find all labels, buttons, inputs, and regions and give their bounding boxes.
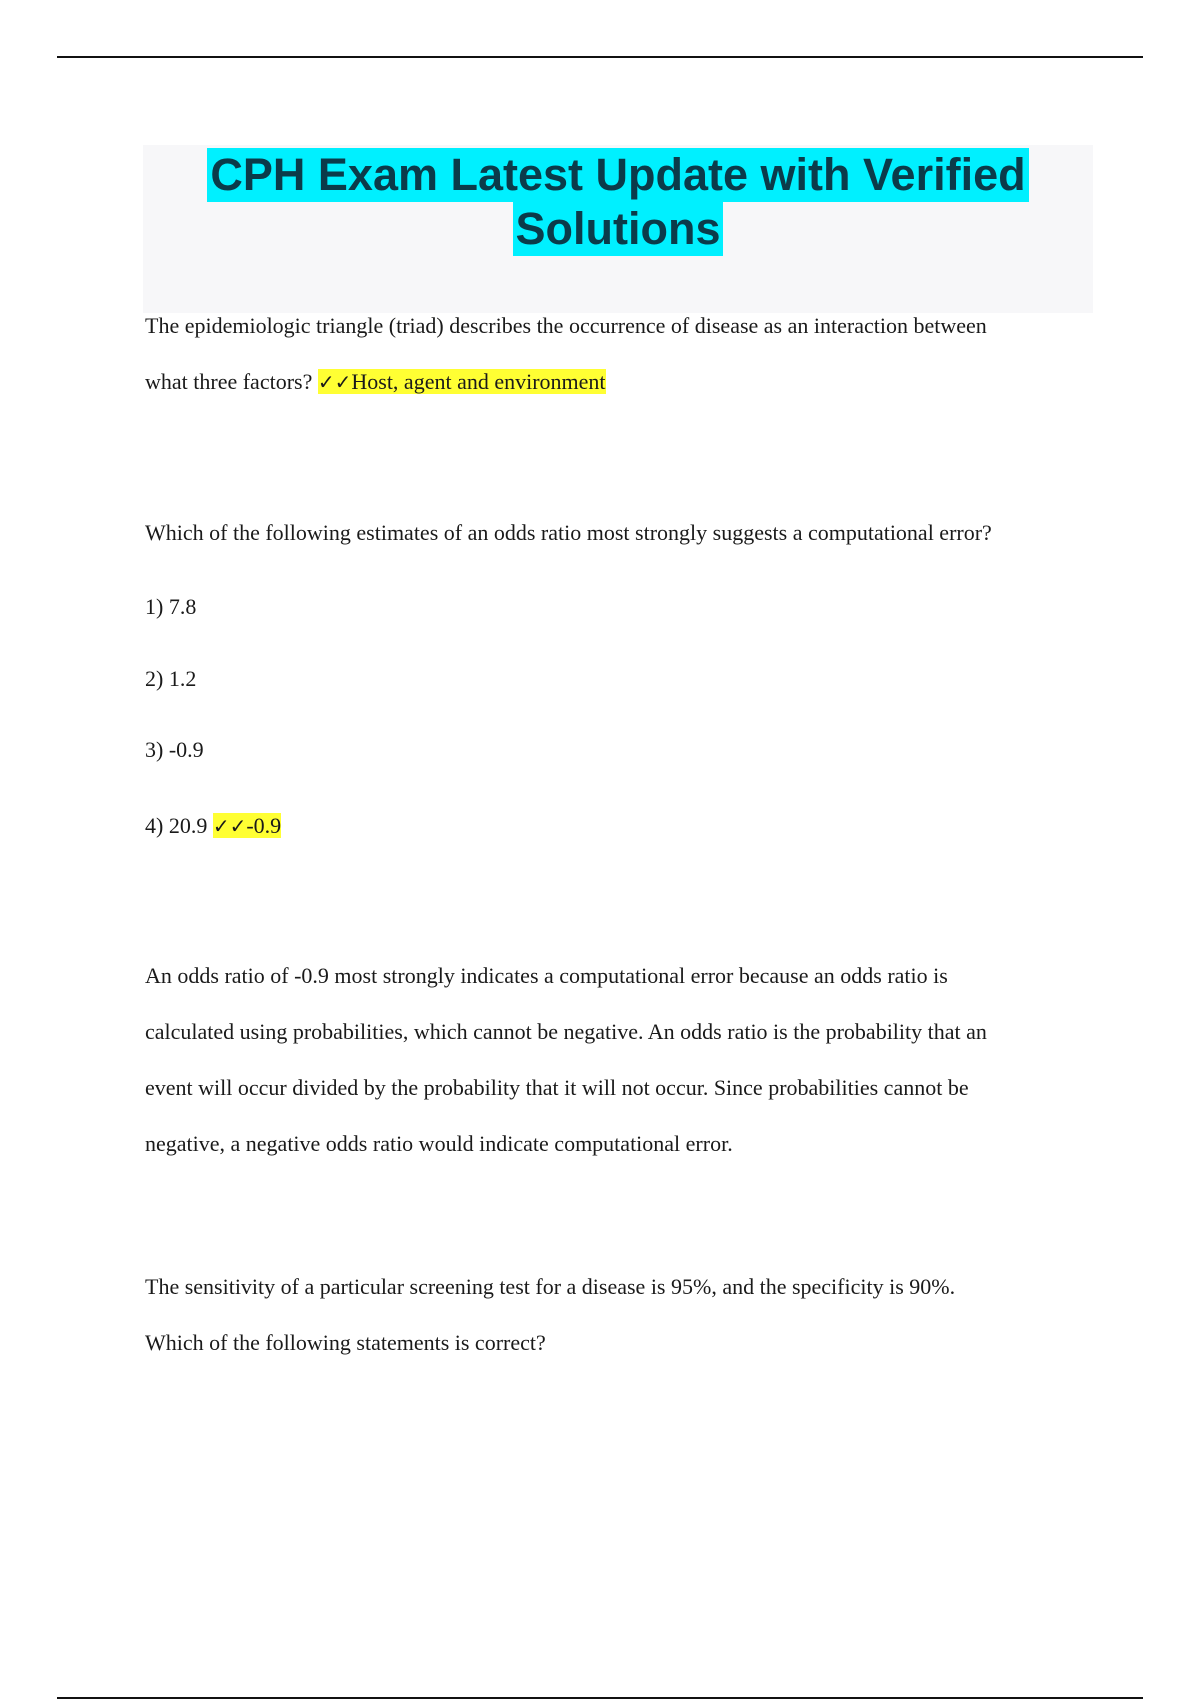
explanation-line: An odds ratio of -0.9 most strongly indicates a computational error because an odds ratio is (145, 963, 948, 988)
explanation-line: event will occur divided by the probability that it will not occur. Since probabilities cannot be (145, 1075, 969, 1100)
bottom-rule (57, 1697, 1143, 1699)
question-2-option-2: 2) 1.2 (145, 666, 197, 691)
top-rule (57, 56, 1143, 58)
explanation-line: calculated using probabilities, which cannot be negative. An odds ratio is the probability that an (145, 1019, 987, 1044)
question-2-option-4 (145, 811, 281, 841)
title-block (143, 145, 1093, 313)
question-2-option-3: 3) -0.9 (145, 737, 204, 762)
question-1-line-1: The epidemiologic triangle (triad) describes the occurrence of disease as an interaction between (145, 313, 987, 338)
question-1-line-2: what three factors? (145, 369, 318, 394)
question-2-option-4-text: 4) 20.9 (145, 813, 213, 838)
question-1-answer (318, 369, 606, 394)
question-2: Which of the following estimates of an odds ratio most strongly suggests a computational error? (145, 520, 992, 545)
question-3 (145, 1259, 1095, 1371)
question-3-line-2: Which of the following statements is correct? (145, 1330, 546, 1355)
question-2-explanation (145, 948, 1095, 1172)
page-title-line-2: Solutions (513, 202, 724, 256)
question-2-option-1: 1) 7.8 (145, 594, 197, 619)
question-2-answer (213, 813, 281, 838)
question-1-answer-text: Host, agent and environment (351, 369, 606, 394)
check-icon: ✓✓ (212, 814, 247, 838)
check-icon: ✓✓ (317, 370, 352, 394)
page-title-line-1: CPH Exam Latest Update with Verified (207, 148, 1028, 202)
question-3-line-1: The sensitivity of a particular screening test for a disease is 95%, and the specificity is 90%. (145, 1274, 956, 1299)
question-1 (145, 298, 1095, 410)
question-2-answer-text: -0.9 (246, 813, 282, 838)
explanation-line: negative, a negative odds ratio would indicate computational error. (145, 1131, 733, 1156)
